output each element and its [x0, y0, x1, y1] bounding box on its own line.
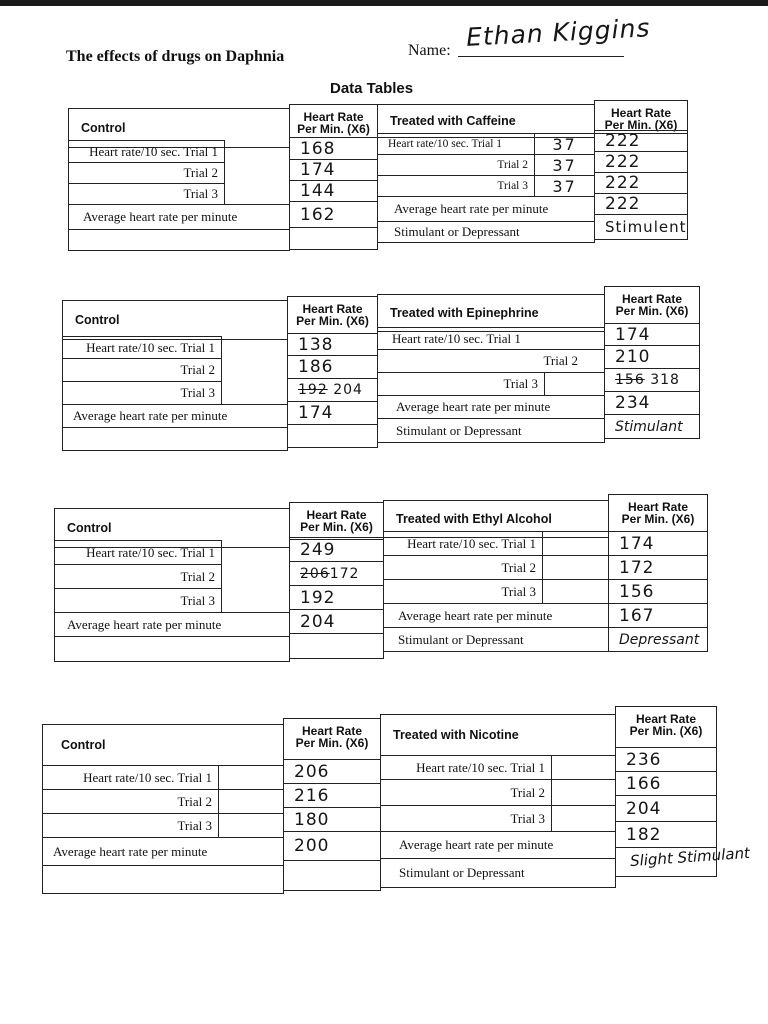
control-average-label: Average heart rate per minute [54, 612, 290, 637]
control-heart-rate-header: Heart Rate Per Min. (X6) [289, 502, 384, 540]
control-trial3-value [287, 378, 378, 402]
treated-trial1-value: 222 [594, 130, 688, 152]
control-trial3-value: 180 [283, 807, 381, 832]
control-blank-row [54, 636, 290, 662]
treated-trial2-label: Trial 2 [380, 779, 552, 806]
treated-trial3-corrected: 318 [650, 372, 680, 388]
treated-trial3-label: Trial 3 [377, 175, 535, 197]
treatment-header: Treated with Nicotine [380, 714, 616, 756]
control-average-label: Average heart rate per minute [42, 837, 284, 866]
control-average-label: Average heart rate per minute [68, 204, 290, 230]
treated-trial1-10s-value: 37 [534, 133, 595, 155]
treated-average-value: 222 [594, 193, 688, 215]
treated-trial2-label: Trial 2 [377, 154, 535, 176]
treated-trial3-spacer [542, 579, 609, 604]
treated-trial3-label: Trial 3 [383, 579, 543, 604]
treated-average-value: 182 [615, 821, 717, 848]
control-heart-rate-header: Heart Rate Per Min. (X6) [283, 718, 381, 760]
control-trial1-label: Heart rate/10 sec. Trial 1 [42, 765, 219, 790]
control-trial1-value: 206 [283, 759, 381, 784]
control-trial1-label: Heart rate/10 sec. Trial 1 [68, 140, 225, 163]
control-trial3-label: Trial 3 [68, 183, 225, 205]
control-average-value: 162 [289, 201, 378, 228]
control-trial3-label: Trial 3 [42, 813, 219, 838]
stimulant-or-depressant-label: Stimulant or Depressant [377, 418, 605, 443]
treated-trial1-label: Heart rate/10 sec. Trial 1 [377, 133, 535, 155]
treated-trial1-value: 174 [608, 531, 708, 556]
treated-trial2-spacer [542, 555, 609, 580]
control-trial1-value: 249 [289, 537, 384, 562]
treated-average-label: Average heart rate per minute [380, 831, 616, 859]
nicotine-classification-value: Slight Stimulant [629, 843, 751, 871]
treated-trial3-label: Trial 3 [380, 805, 552, 832]
treated-heart-rate-header: Heart Rate Per Min. (X6) [615, 706, 717, 748]
worksheet-title: The effects of drugs on Daphnia [66, 48, 285, 65]
control-trial1-spacer [218, 765, 284, 790]
treated-average-value: 167 [608, 603, 708, 628]
treated-trial2-value: 172 [608, 555, 708, 580]
treated-trial1-value: 174 [604, 323, 700, 346]
treatment-header: Treated with Epinephrine [377, 294, 605, 332]
classification-value: Stimulant [604, 414, 700, 439]
control-trial2-value: 216 [283, 783, 381, 808]
treated-trial1-label: Heart rate/10 sec. Trial 1 [377, 327, 605, 350]
control-blank-row [68, 229, 290, 251]
control-blank-value [283, 860, 381, 891]
control-average-value: 174 [287, 401, 378, 425]
control-trial2-struck: 206 [300, 565, 330, 582]
treated-trial3-value: 222 [594, 172, 688, 194]
control-blank-row [42, 865, 284, 894]
treated-trial2-value: 166 [615, 771, 717, 796]
paper-top-edge [0, 0, 768, 6]
treated-trial3-10s-value: 37 [534, 175, 595, 197]
control-blank-row [62, 427, 288, 451]
control-trial2-label: Trial 2 [62, 358, 222, 382]
treated-trial3-spacer [544, 372, 605, 396]
control-header: Control [68, 108, 290, 148]
treated-trial3-struck: 156 [615, 372, 645, 388]
data-tables-heading: Data Tables [330, 80, 414, 97]
treated-heart-rate-header: Heart Rate Per Min. (X6) [604, 286, 700, 324]
treated-trial3-value: 156 [608, 579, 708, 604]
control-trial1-label: Heart rate/10 sec. Trial 1 [54, 540, 222, 565]
treated-trial1-value: 236 [615, 747, 717, 772]
treated-trial3-value: 204 [615, 795, 717, 822]
control-trial3-value: 192 [289, 585, 384, 610]
name-underline [458, 56, 624, 57]
treated-trial1-label: Heart rate/10 sec. Trial 1 [383, 531, 543, 556]
control-trial3-spacer [218, 813, 284, 838]
treated-trial1-spacer [551, 755, 616, 780]
treated-average-label: Average heart rate per minute [377, 196, 595, 222]
treated-average-label: Average heart rate per minute [383, 603, 609, 628]
student-name: Ethan Kiggins [465, 13, 652, 52]
treated-average-label: Average heart rate per minute [377, 395, 605, 419]
treated-average-value: 234 [604, 391, 700, 415]
stimulant-or-depressant-label: Stimulant or Depressant [380, 858, 616, 888]
name-label: Name: [408, 42, 451, 59]
control-trial2-value [289, 561, 384, 586]
control-average-value: 200 [283, 831, 381, 861]
treated-trial2-label: Trial 2 [377, 349, 605, 373]
stimulant-or-depressant-label: Stimulant or Depressant [377, 221, 595, 243]
classification-value: Stimulent [594, 214, 688, 240]
control-trial2-spacer [218, 789, 284, 814]
treatment-header: Treated with Ethyl Alcohol [383, 500, 609, 538]
control-trial1-value: 168 [289, 137, 378, 160]
control-trial2-label: Trial 2 [54, 564, 222, 589]
treated-trial2-spacer [551, 779, 616, 806]
treated-trial3-label: Trial 3 [377, 372, 545, 396]
stimulant-or-depressant-label: Stimulant or Depressant [383, 627, 609, 652]
control-heart-rate-header: Heart Rate Per Min. (X6) [287, 296, 378, 334]
treated-trial1-spacer [542, 531, 609, 556]
treated-trial2-label: Trial 2 [383, 555, 543, 580]
control-trial3-struck: 192 [298, 382, 328, 398]
control-average-label: Average heart rate per minute [62, 404, 288, 428]
control-heart-rate-header: Heart Rate Per Min. (X6) [289, 104, 378, 138]
treated-heart-rate-header: Heart Rate Per Min. (X6) [594, 100, 688, 134]
control-trial3-label: Trial 3 [54, 588, 222, 613]
classification-value: Depressant [608, 627, 708, 652]
control-header: Control [42, 724, 284, 766]
control-trial2-value: 174 [289, 159, 378, 181]
control-trial3-label: Trial 3 [62, 381, 222, 405]
treated-trial3-spacer [551, 805, 616, 832]
treated-trial1-label: Heart rate/10 sec. Trial 1 [380, 755, 552, 780]
control-average-value: 204 [289, 609, 384, 634]
control-trial3-value: 144 [289, 180, 378, 202]
treated-trial2-value: 210 [604, 345, 700, 369]
control-blank-value [287, 424, 378, 448]
control-header: Control [54, 508, 290, 548]
treated-trial3-value [604, 368, 700, 392]
control-trial2-value: 186 [287, 355, 378, 379]
treated-trial2-value: 222 [594, 151, 688, 173]
control-trial3-corrected: 204 [333, 382, 363, 398]
control-trial2-label: Trial 2 [68, 162, 225, 184]
control-trial2-label: Trial 2 [42, 789, 219, 814]
control-trial1-value: 138 [287, 333, 378, 356]
treated-trial2-10s-value: 37 [534, 154, 595, 176]
control-blank-value [289, 227, 378, 250]
control-trial1-label: Heart rate/10 sec. Trial 1 [62, 336, 222, 359]
treatment-header: Treated with Caffeine [377, 104, 595, 138]
control-blank-value [289, 633, 384, 659]
treated-heart-rate-header: Heart Rate Per Min. (X6) [608, 494, 708, 532]
control-header: Control [62, 300, 288, 340]
control-trial2-corrected: 172 [329, 565, 360, 582]
